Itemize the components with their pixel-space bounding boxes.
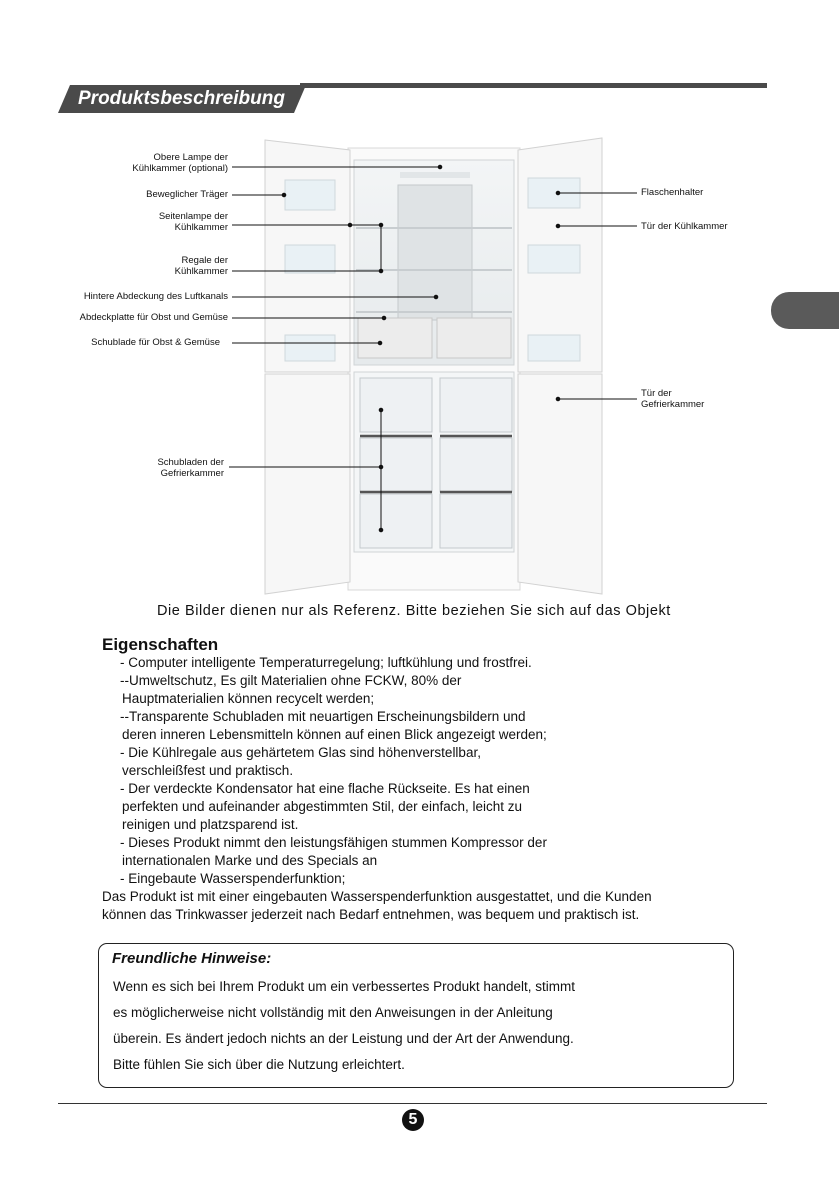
label-air-duct-cover: Hintere Abdeckung des Luftkanals (83, 291, 228, 302)
feature-line: - Eingebaute Wasserspenderfunktion; (120, 871, 346, 886)
notice-line: es möglicherweise nicht vollständig mit den Anweisungen in der Anleitung (113, 1005, 553, 1020)
right-freezer-door (518, 374, 602, 594)
notice-line: Bitte fühlen Sie sich über die Nutzung erleichtert. (113, 1057, 405, 1072)
label-freezer-door: Tür der Gefrierkammer (641, 388, 705, 410)
features-title: Eigenschaften (102, 635, 219, 654)
notice-title: Freundliche Hinweise: (112, 950, 272, 967)
feature-line: --Umweltschutz, Es gilt Materialien ohne FCKW, 80% der (120, 673, 462, 688)
label-bottle-holder: Flaschenhalter (641, 187, 704, 198)
feature-line: - Der verdeckte Kondensator hat eine flache Rückseite. Es hat einen (120, 781, 530, 796)
feature-line: deren inneren Lebensmitteln können auf einen Blick angezeigt werden; (122, 727, 547, 742)
notice-line: Wenn es sich bei Ihrem Produkt um ein verbessertes Produkt handelt, stimmt (113, 979, 575, 994)
label-crisper-cover: Abdeckplatte für Obst und Gemüse (79, 312, 228, 323)
feature-line: Hauptmaterialien können recycelt werden; (122, 691, 375, 706)
diagram-caption: Die Bilder dienen nur als Referenz. Bitte beziehen Sie sich auf das Objekt (157, 603, 671, 619)
fridge-diagram (0, 130, 839, 600)
left-freezer-door (265, 374, 350, 594)
label-shelves: Regale der Kühlkammer (174, 255, 228, 277)
feature-line: perfekten und aufeinander abgestimmten Stil, der einfach, leicht zu (122, 799, 522, 814)
label-side-lamp: Seitenlampe der Kühlkammer (158, 211, 228, 233)
top-lamp (400, 172, 470, 178)
feature-line: - Die Kühlregale aus gehärtetem Glas sind höhenverstellbar, (120, 745, 481, 760)
crisper-right (437, 318, 511, 358)
feature-line: reinigen und platzsparend ist. (122, 817, 299, 832)
page-number: 5 (402, 1109, 424, 1131)
feature-line: können das Trinkwasser jederzeit nach Bedarf entnehmen, was bequem und praktisch ist. (102, 907, 640, 922)
label-crisper-drawer: Schublade für Obst & Gemüse (91, 337, 220, 348)
footer-rule (58, 1103, 767, 1104)
header-rule (300, 83, 767, 88)
feature-line: verschleißfest und praktisch. (122, 763, 294, 778)
page-title: Produktsbeschreibung (78, 88, 285, 109)
feature-line: - Dieses Produkt nimmt den leistungsfähigen stummen Kompressor der (120, 835, 547, 850)
notice-line: überein. Es ändert jedoch nichts an der Leistung und der Art der Anwendung. (113, 1031, 574, 1046)
label-fridge-door: Tür der Kühlkammer (641, 221, 728, 232)
feature-line: internationalen Marke und des Specials an (122, 853, 378, 868)
feature-line: - Computer intelligente Temperaturregelung; luftkühlung und frostfrei. (120, 655, 532, 670)
label-freezer-drawers: Schubladen der Gefrierkammer (157, 457, 224, 479)
air-duct-panel (398, 185, 472, 320)
feature-line: --Transparente Schubladen mit neuartigen Erscheinungsbildern und (120, 709, 526, 724)
label-movable-carrier: Beweglicher Träger (146, 189, 228, 200)
crisper-left (358, 318, 432, 358)
label-top-lamp: Obere Lampe der Kühlkammer (optional) (132, 152, 228, 174)
feature-line: Das Produkt ist mit einer eingebauten Wasserspenderfunktion ausgestattet, und die Kunden (102, 889, 652, 904)
